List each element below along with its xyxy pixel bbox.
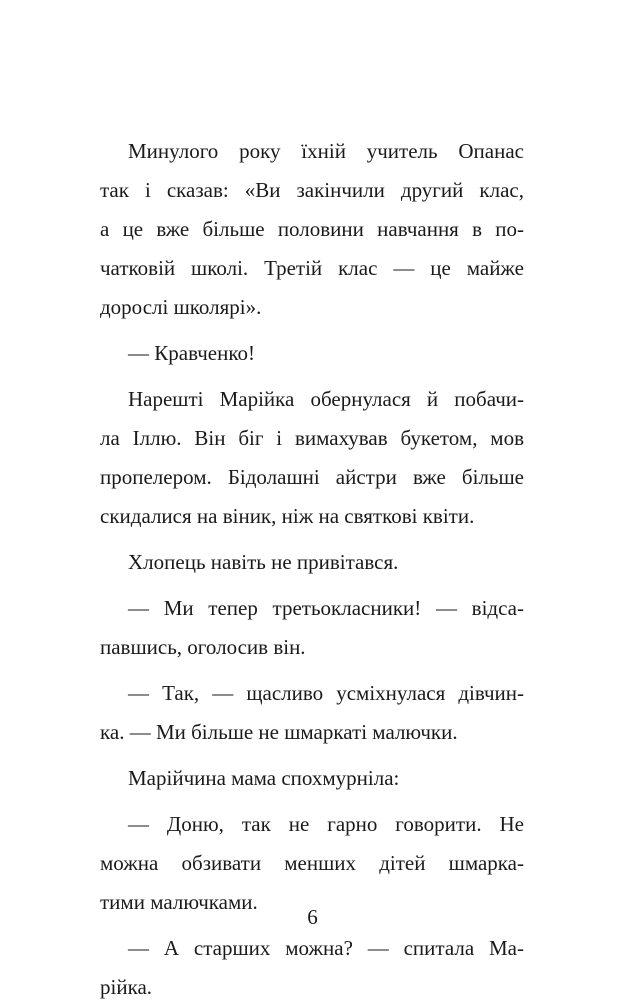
page-number: 6: [307, 905, 318, 929]
paragraph: [100, 380, 524, 536]
paragraph: [100, 759, 524, 798]
paragraph: [100, 132, 524, 327]
paragraph: [100, 674, 524, 752]
text-line: а це вже більше половини навчання в по-: [100, 217, 524, 241]
text-line: чатковій школі. Третій клас — це майже: [100, 256, 524, 280]
text-line: — Так, — щасливо усміхнулася дівчин-: [128, 681, 524, 705]
text-line: Нарешті Марійка обернулася й побачи-: [128, 387, 524, 411]
paragraph: [100, 334, 524, 373]
text-line: так і сказав: «Ви закінчили другий клас,: [100, 178, 524, 202]
text-line: дорослі школярі».: [100, 295, 262, 319]
text-line: павшись, оголосив він.: [100, 635, 306, 659]
text-line: можна обзивати менших дітей шмарка-: [100, 851, 524, 875]
text-line: тими малючками.: [100, 890, 258, 914]
text-line: Марійчина мама спохмурніла:: [128, 766, 400, 790]
text-line: ка. — Ми більше не шмаркаті малючки.: [100, 720, 458, 744]
text-line: — Кравченко!: [128, 341, 255, 365]
text-line: ла Іллю. Він біг і вимахував букетом, мов: [100, 426, 524, 450]
text-line: — Ми тепер третьокласники! — відса-: [128, 596, 524, 620]
paragraph: [100, 929, 524, 1007]
text-line: — Доню, так не гарно говорити. Не: [128, 812, 524, 836]
paragraph: [100, 589, 524, 667]
text-line: пропелером. Бідолашні айстри вже більше: [100, 465, 524, 489]
paragraph: [100, 543, 524, 582]
text-line: — А старших можна? — спитала Ма-: [128, 936, 524, 960]
body-text: [100, 132, 524, 1007]
text-line: Минулого року їхній учитель Опанас: [128, 139, 524, 163]
text-line: рійка.: [100, 975, 153, 999]
text-line: скидалися на віник, ніж на святкові квіти.: [100, 504, 475, 528]
text-line: Хлопець навіть не привітався.: [128, 550, 399, 574]
